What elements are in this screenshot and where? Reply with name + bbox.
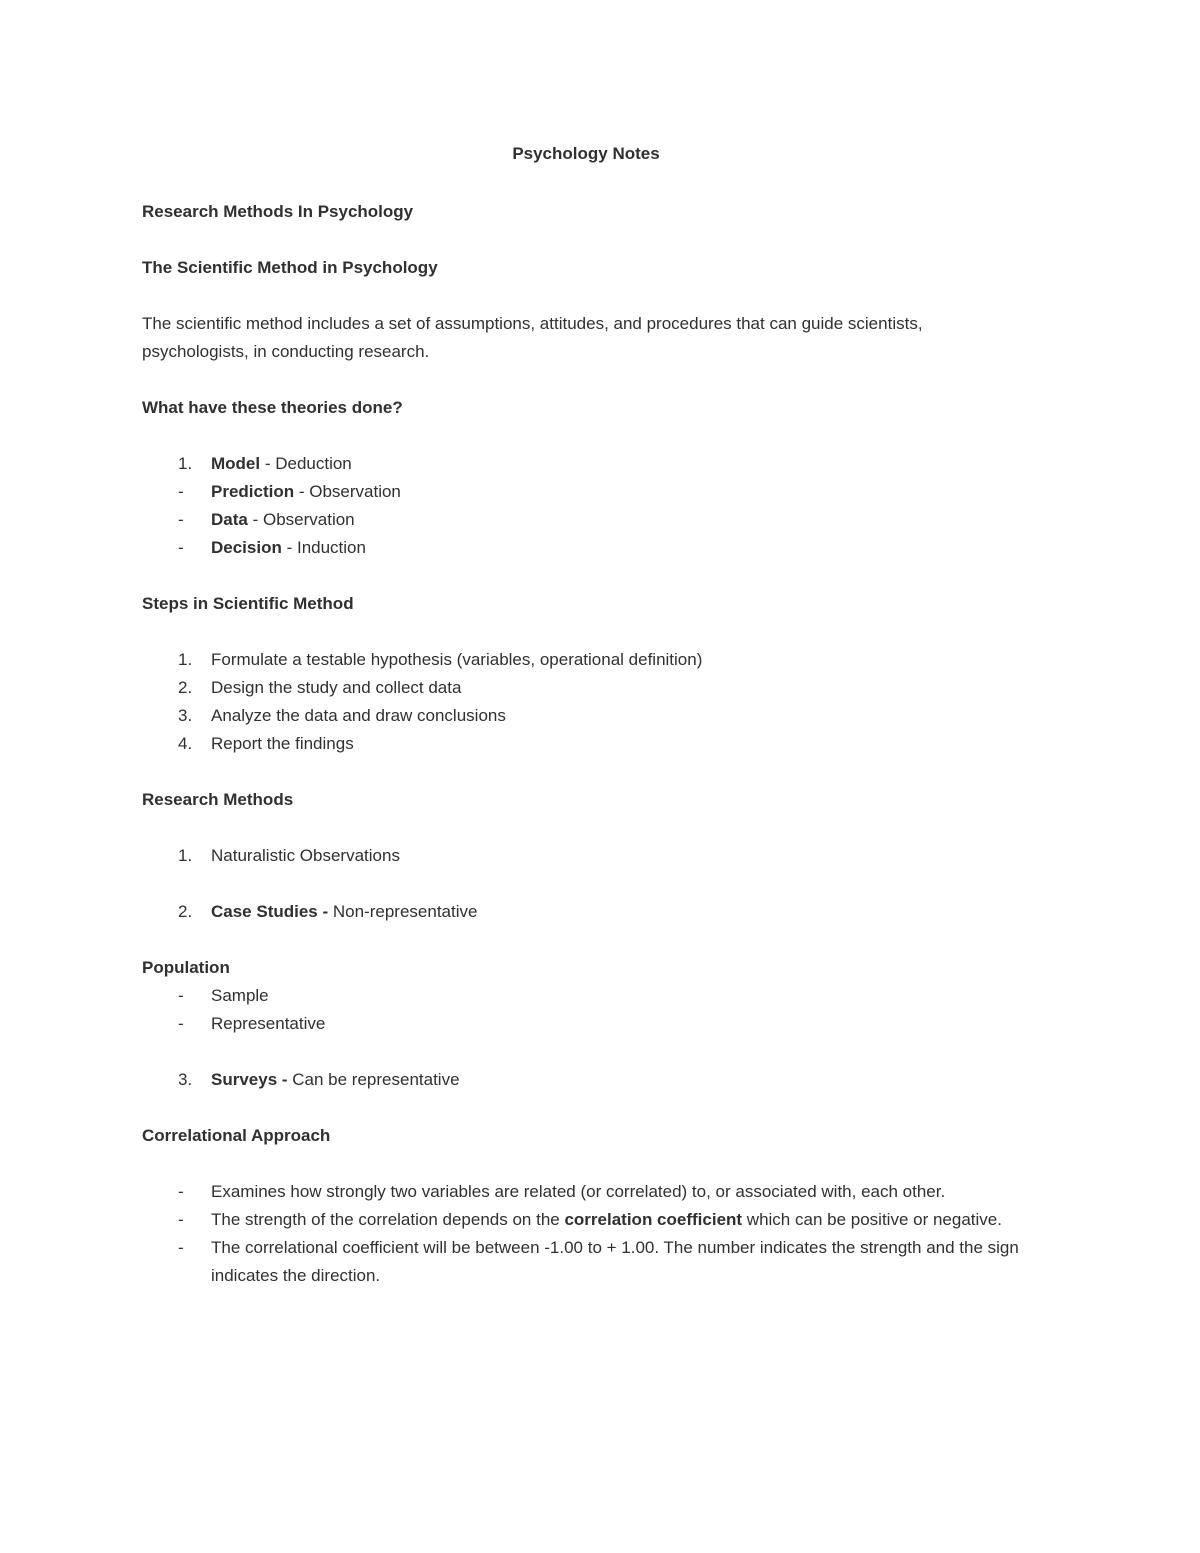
heading-correlational-approach: Correlational Approach: [142, 1126, 331, 1145]
heading-steps: Steps in Scientific Method: [142, 594, 354, 613]
list-marker: -: [178, 510, 184, 529]
heading-research-methods: Research Methods: [142, 790, 294, 809]
list-item: [142, 1206, 1030, 1234]
term-bold: Surveys -: [211, 1070, 293, 1089]
research-methods-list: [142, 842, 1030, 926]
list-item-text: The correlational coefficient will be between -1.00 to + 1.00. The number indicates the strength and the sign indicates the direction.: [211, 1238, 1019, 1285]
correlational-list: [142, 1178, 1030, 1290]
list-marker: 2.: [178, 902, 193, 921]
list-item-text: [211, 1206, 1030, 1234]
list-item-text: [211, 1066, 1030, 1094]
term-definition: - Observation: [247, 510, 355, 529]
list-item-text: Examines how strongly two variables are related (or correlated) to, or associated with, each other.: [211, 1182, 946, 1201]
term-definition: - Deduction: [260, 454, 352, 473]
steps-list: [142, 646, 1030, 758]
list-marker: 2.: [178, 678, 193, 697]
list-item-text: Report the findings: [211, 734, 354, 753]
list-marker: -: [178, 538, 184, 557]
list-item: [142, 534, 1030, 562]
heading-theories: What have these theories done?: [142, 398, 403, 417]
list-marker: -: [178, 1182, 184, 1201]
term-bold: Data: [211, 510, 248, 529]
list-marker: 1.: [178, 650, 193, 669]
list-item-text: [211, 898, 1030, 926]
list-item: [142, 1234, 1030, 1290]
list-marker: -: [178, 1210, 184, 1229]
term-bold: Model: [211, 454, 261, 473]
list-item-text: Sample: [211, 986, 269, 1005]
term-definition: - Induction: [281, 538, 366, 557]
intro-paragraph: The scientific method includes a set of assumptions, attitudes, and procedures that can guide scientists, psychologists, in conducting research.: [142, 314, 923, 361]
surveys-item-wrap: [142, 1066, 1030, 1094]
list-item-text: Analyze the data and draw conclusions: [211, 706, 506, 725]
list-marker: 3.: [178, 706, 193, 725]
list-item-text: [211, 478, 1030, 506]
list-item-text: Formulate a testable hypothesis (variables, operational definition): [211, 650, 703, 669]
list-item-text: [211, 534, 1030, 562]
list-item: [142, 506, 1030, 534]
list-item-text: [211, 450, 1030, 478]
term-definition: Non-representative: [332, 902, 478, 921]
list-item-text: Representative: [211, 1014, 326, 1033]
heading-scientific-method: The Scientific Method in Psychology: [142, 258, 438, 277]
list-item: [142, 1010, 1030, 1038]
list-marker: -: [178, 986, 184, 1005]
list-item: [142, 702, 1030, 730]
doc-title: Psychology Notes: [512, 144, 660, 163]
list-item-text: [211, 506, 1030, 534]
term-definition: Can be representative: [292, 1070, 460, 1089]
list-item: [142, 842, 1030, 870]
list-marker: -: [178, 482, 184, 501]
list-marker: 1.: [178, 846, 193, 865]
term-definition: - Observation: [294, 482, 401, 501]
term-bold: Prediction: [211, 482, 295, 501]
list-item: [142, 730, 1030, 758]
list-item: [142, 646, 1030, 674]
list-marker: 1.: [178, 454, 193, 473]
theories-list: [142, 450, 1030, 562]
list-item-text: Design the study and collect data: [211, 678, 462, 697]
list-marker: 4.: [178, 734, 193, 753]
list-item: [142, 450, 1030, 478]
text-before-bold: The strength of the correlation depends on the: [211, 1210, 565, 1229]
list-item: [142, 1178, 1030, 1206]
population-list: [142, 982, 1030, 1038]
list-item: [142, 898, 1030, 926]
list-item: [142, 478, 1030, 506]
list-item: [142, 674, 1030, 702]
list-marker: -: [178, 1014, 184, 1033]
heading-population: Population: [142, 958, 230, 977]
list-item: [142, 1066, 1030, 1094]
term-bold: Decision: [211, 538, 282, 557]
text-after-bold: which can be positive or negative.: [742, 1210, 1002, 1229]
list-item: [142, 982, 1030, 1010]
term-bold: Case Studies -: [211, 902, 333, 921]
heading-research-methods-in-psychology: Research Methods In Psychology: [142, 202, 414, 221]
list-marker: -: [178, 1238, 184, 1257]
list-marker: 3.: [178, 1070, 193, 1089]
term-bold: correlation coefficient: [564, 1210, 743, 1229]
list-item-text: Naturalistic Observations: [211, 846, 400, 865]
